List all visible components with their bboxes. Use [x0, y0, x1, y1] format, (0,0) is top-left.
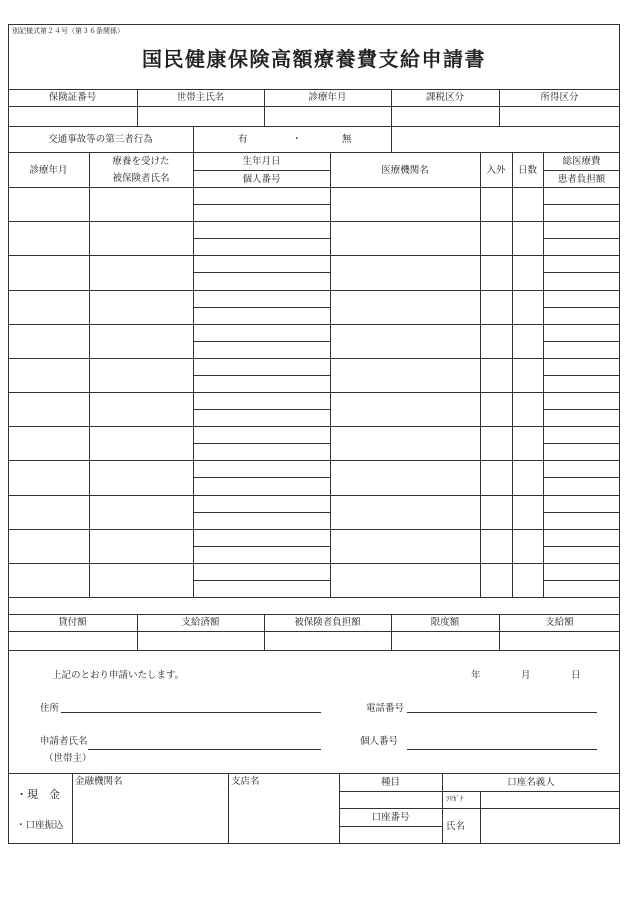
detail-row-treatment-month[interactable]	[9, 359, 88, 391]
detail-row-total-cost[interactable]	[544, 359, 619, 374]
date-month-label: 月	[521, 670, 531, 681]
detail-row-patient-share[interactable]	[544, 478, 619, 493]
detail-row-patient-share[interactable]	[544, 410, 619, 425]
detail-row-institution[interactable]	[331, 291, 479, 323]
detail-row-patient-share[interactable]	[544, 273, 619, 288]
payment-label: 支給額	[545, 617, 574, 628]
treatment-month-field[interactable]	[265, 107, 390, 125]
third-party-label: 交通事故等の第三者行為	[48, 134, 153, 145]
tax-class-field[interactable]	[392, 107, 498, 125]
detail-row-treatment-month[interactable]	[9, 461, 88, 493]
detail-row-treatment-month[interactable]	[9, 256, 88, 288]
paid-label: 支給済額	[181, 617, 220, 628]
detail-row-treatment-month[interactable]	[9, 564, 88, 596]
detail-row-days[interactable]	[513, 188, 542, 220]
address-label: 住所	[40, 703, 60, 714]
detail-row-treatment-month[interactable]	[9, 496, 88, 528]
detail-row-birth-date[interactable]	[194, 222, 329, 237]
detail-row-total-cost[interactable]	[544, 496, 619, 511]
detail-row-total-cost[interactable]	[544, 393, 619, 408]
detail-row-personal-no[interactable]	[194, 478, 329, 493]
detail-row-treatment-month[interactable]	[9, 325, 88, 357]
paid-field[interactable]	[138, 632, 263, 649]
account-type-field[interactable]	[340, 792, 441, 807]
detail-row-personal-no[interactable]	[194, 444, 329, 459]
detail-row-in-out[interactable]	[481, 427, 511, 459]
detail-row-personal-no[interactable]	[194, 273, 329, 288]
detail-row-birth-date[interactable]	[194, 496, 329, 511]
income-class-field[interactable]	[500, 107, 619, 125]
address-field[interactable]	[61, 712, 321, 713]
detail-row-birth-date[interactable]	[194, 530, 329, 545]
in-out-label: 入外	[486, 165, 506, 176]
detail-row-patient-name[interactable]	[90, 188, 192, 220]
detail-row-total-cost[interactable]	[544, 222, 619, 237]
householder-name-field[interactable]	[138, 107, 263, 125]
total-cost-label: 総医療費	[562, 156, 601, 167]
account-holder-label: 口座名義人	[507, 777, 555, 788]
detail-row-personal-no[interactable]	[194, 308, 329, 323]
detail-row-institution[interactable]	[331, 530, 479, 562]
limit-field[interactable]	[392, 632, 498, 649]
holder-name-label: 氏名	[446, 821, 466, 832]
detail-row-days[interactable]	[513, 325, 542, 357]
detail-row-institution[interactable]	[331, 427, 479, 459]
detail-row-institution[interactable]	[331, 188, 479, 220]
tax-class-label: 課税区分	[425, 92, 464, 103]
detail-row-days[interactable]	[513, 427, 542, 459]
detail-row-in-out[interactable]	[481, 461, 511, 493]
detail-row-patient-name[interactable]	[90, 256, 192, 288]
bank-institution-field[interactable]	[73, 790, 227, 843]
detail-row-birth-date[interactable]	[194, 564, 329, 579]
detail-row-personal-no[interactable]	[194, 410, 329, 425]
treatment-month-label: 診療年月	[308, 92, 347, 103]
detail-row-in-out[interactable]	[481, 564, 511, 596]
days-label: 日数	[517, 165, 537, 176]
loan-field[interactable]	[9, 632, 136, 649]
householder-name-label: 世帯主氏名	[176, 92, 225, 103]
birth-date-label: 生年月日	[242, 156, 281, 167]
detail-row-total-cost[interactable]	[544, 291, 619, 306]
account-type-label: 種目	[380, 777, 400, 788]
detail-row-patient-name[interactable]	[90, 291, 192, 323]
insured-share-label: 被保険者負担額	[294, 617, 361, 628]
detail-row-patient-name[interactable]	[90, 427, 192, 459]
detail-row-patient-name[interactable]	[90, 461, 192, 493]
detail-row-patient-name[interactable]	[90, 530, 192, 562]
detail-row-days[interactable]	[513, 359, 542, 391]
detail-row-patient-share[interactable]	[544, 547, 619, 562]
detail-row-total-cost[interactable]	[544, 188, 619, 203]
personal-no-label: 個人番号	[242, 174, 281, 185]
detail-row-total-cost[interactable]	[544, 530, 619, 545]
detail-row-in-out[interactable]	[481, 393, 511, 425]
detail-row-patient-name[interactable]	[90, 393, 192, 425]
detail-row-in-out[interactable]	[481, 325, 511, 357]
detail-row-birth-date[interactable]	[194, 256, 329, 271]
insurance-card-no-label: 保険証番号	[48, 92, 97, 103]
branch-field[interactable]	[229, 790, 338, 843]
detail-row-total-cost[interactable]	[544, 461, 619, 476]
detail-row-institution[interactable]	[331, 325, 479, 357]
detail-row-patient-name[interactable]	[90, 359, 192, 391]
third-party-no[interactable]: 無	[342, 134, 352, 145]
branch-label: 支店名	[231, 776, 260, 787]
detail-row-patient-share[interactable]	[544, 308, 619, 323]
detail-row-days[interactable]	[513, 461, 542, 493]
phone-field[interactable]	[407, 712, 597, 713]
patient-share-label: 患者負担額	[557, 174, 606, 185]
detail-row-personal-no[interactable]	[194, 547, 329, 562]
declaration-statement: 上記のとおり申請いたします。	[52, 670, 185, 681]
detail-row-days[interactable]	[513, 291, 542, 323]
detail-row-days[interactable]	[513, 256, 542, 288]
detail-row-in-out[interactable]	[481, 530, 511, 562]
detail-row-total-cost[interactable]	[544, 325, 619, 340]
phone-label: 電話番号	[366, 703, 405, 714]
detail-row-patient-share[interactable]	[544, 239, 619, 254]
detail-row-personal-no[interactable]	[194, 205, 329, 220]
detail-row-institution[interactable]	[331, 222, 479, 254]
detail-row-treatment-month[interactable]	[9, 393, 88, 425]
detail-row-in-out[interactable]	[481, 222, 511, 254]
detail-row-days[interactable]	[513, 222, 542, 254]
detail-row-personal-no[interactable]	[194, 342, 329, 357]
detail-row-patient-share[interactable]	[544, 444, 619, 459]
detail-row-birth-date[interactable]	[194, 427, 329, 442]
detail-row-total-cost[interactable]	[544, 564, 619, 579]
detail-treatment-month-label: 診療年月	[29, 165, 68, 176]
holder-name-field[interactable]	[481, 809, 619, 843]
payment-field[interactable]	[500, 632, 619, 649]
third-party-separator: ・	[292, 134, 302, 145]
detail-row-institution[interactable]	[331, 256, 479, 288]
detail-row-institution[interactable]	[331, 496, 479, 528]
detail-row-birth-date[interactable]	[194, 359, 329, 374]
applicant-label: 申請者氏名	[40, 736, 88, 747]
detail-row-total-cost[interactable]	[544, 256, 619, 271]
account-no-label: 口座番号	[371, 812, 410, 823]
detail-row-treatment-month[interactable]	[9, 427, 88, 459]
insurance-card-no-field[interactable]	[9, 107, 136, 125]
account-no-field[interactable]	[340, 827, 441, 843]
detail-row-patient-share[interactable]	[544, 205, 619, 220]
detail-row-personal-no[interactable]	[194, 376, 329, 391]
detail-row-birth-date[interactable]	[194, 291, 329, 306]
income-class-label: 所得区分	[540, 92, 579, 103]
detail-row-patient-name[interactable]	[90, 496, 192, 528]
detail-row-in-out[interactable]	[481, 359, 511, 391]
cash-option[interactable]: ・現 金	[16, 788, 60, 801]
detail-row-total-cost[interactable]	[544, 427, 619, 442]
loan-label: 貸付額	[58, 617, 87, 628]
date-year-label: 年	[471, 670, 481, 681]
detail-row-institution[interactable]	[331, 359, 479, 391]
detail-row-patient-share[interactable]	[544, 581, 619, 596]
detail-row-personal-no[interactable]	[194, 581, 329, 596]
applicant-personal-no-field[interactable]	[407, 749, 597, 750]
detail-row-personal-no[interactable]	[194, 239, 329, 254]
householder-note: （世帯主）	[44, 753, 92, 764]
insured-share-field[interactable]	[265, 632, 390, 649]
third-party-yes[interactable]: 有	[238, 134, 248, 145]
detail-row-patient-name[interactable]	[90, 564, 192, 596]
detail-row-patient-share[interactable]	[544, 376, 619, 391]
page-title: 国民健康保険高額療養費支給申請書	[142, 47, 486, 71]
detail-row-patient-share[interactable]	[544, 342, 619, 357]
detail-row-treatment-month[interactable]	[9, 222, 88, 254]
detail-row-in-out[interactable]	[481, 188, 511, 220]
detail-row-institution[interactable]	[331, 461, 479, 493]
detail-row-patient-name[interactable]	[90, 222, 192, 254]
detail-row-days[interactable]	[513, 564, 542, 596]
detail-row-treatment-month[interactable]	[9, 188, 88, 220]
detail-row-birth-date[interactable]	[194, 325, 329, 340]
detail-row-in-out[interactable]	[481, 496, 511, 528]
detail-row-days[interactable]	[513, 530, 542, 562]
patient-label-line1: 療養を受けた	[112, 156, 170, 167]
date-day-label: 日	[571, 670, 581, 681]
applicant-field[interactable]	[88, 749, 321, 750]
detail-row-days[interactable]	[513, 393, 542, 425]
applicant-personal-no-label: 個人番号	[360, 736, 399, 747]
detail-row-birth-date[interactable]	[194, 461, 329, 476]
detail-row-patient-name[interactable]	[90, 325, 192, 357]
institution-label: 医療機関名	[381, 165, 429, 176]
limit-label: 限度額	[430, 617, 460, 628]
form-number: 別記様式第２４号（第３６条関係）	[12, 27, 124, 35]
detail-row-patient-share[interactable]	[544, 513, 619, 528]
furigana-label: ﾌﾘｶﾞﾅ	[446, 795, 464, 803]
patient-label-line2: 被保険者氏名	[112, 173, 170, 184]
transfer-option[interactable]: ・口座振込	[16, 820, 64, 831]
bank-institution-label: 金融機関名	[75, 776, 123, 787]
detail-row-treatment-month[interactable]	[9, 530, 88, 562]
detail-row-institution[interactable]	[331, 393, 479, 425]
detail-row-in-out[interactable]	[481, 256, 511, 288]
detail-row-treatment-month[interactable]	[9, 291, 88, 323]
detail-row-institution[interactable]	[331, 564, 479, 596]
detail-row-in-out[interactable]	[481, 291, 511, 323]
detail-row-birth-date[interactable]	[194, 393, 329, 408]
detail-row-personal-no[interactable]	[194, 513, 329, 528]
detail-row-birth-date[interactable]	[194, 188, 329, 203]
detail-row-days[interactable]	[513, 496, 542, 528]
furigana-field[interactable]	[481, 792, 619, 807]
